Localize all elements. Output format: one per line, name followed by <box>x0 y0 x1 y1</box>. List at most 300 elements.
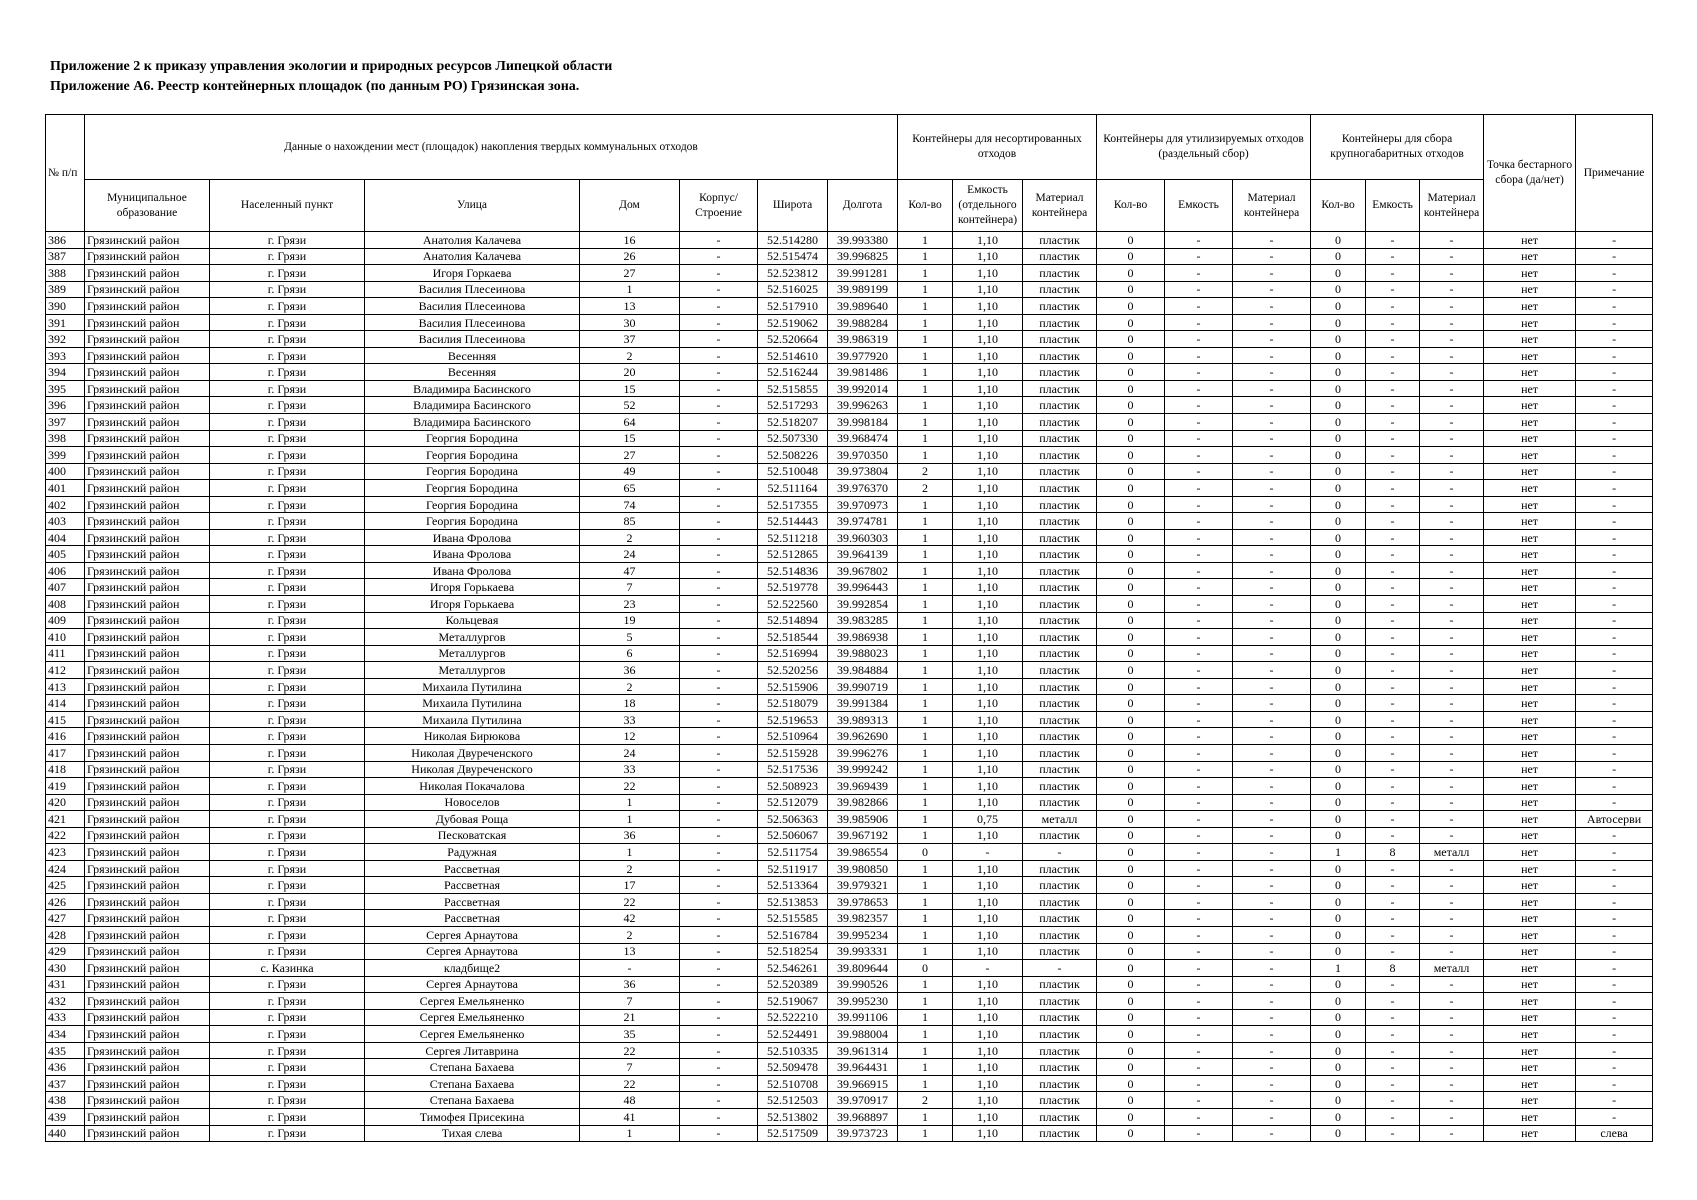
cell-unsorted-material: пластик <box>1023 1026 1097 1043</box>
cell-recycle-count: 0 <box>1097 943 1165 960</box>
cell-street: Ивана Фролова <box>365 562 580 579</box>
cell-bulky-material: - <box>1420 943 1484 960</box>
cell-recycle-count: 0 <box>1097 778 1165 795</box>
cell-bulky-capacity: - <box>1366 463 1420 480</box>
cell-bagless: нет <box>1484 298 1576 315</box>
table-row <box>46 976 1653 993</box>
cell-municipality: Грязинский район <box>85 414 210 431</box>
cell-lat: 52.515906 <box>758 678 828 695</box>
cell-municipality: Грязинский район <box>85 232 210 249</box>
table-row <box>46 496 1653 513</box>
cell-building: - <box>680 877 758 894</box>
cell-municipality: Грязинский район <box>85 447 210 464</box>
cell-unsorted-capacity: 1,10 <box>953 778 1023 795</box>
col-lat: Широта <box>758 180 828 232</box>
cell-house: 24 <box>580 744 680 761</box>
cell-municipality: Грязинский район <box>85 827 210 844</box>
cell-unsorted-count: 1 <box>898 529 953 546</box>
cell-lat: 52.546261 <box>758 960 828 977</box>
cell-municipality: Грязинский район <box>85 1042 210 1059</box>
cell-building: - <box>680 1125 758 1142</box>
cell-unsorted-capacity: 1,10 <box>953 612 1023 629</box>
cell-building: - <box>680 695 758 712</box>
cell-lat: 52.515585 <box>758 910 828 927</box>
cell-num: 435 <box>46 1042 85 1059</box>
cell-lat: 52.510048 <box>758 463 828 480</box>
cell-settlement: г. Грязи <box>210 1042 365 1059</box>
cell-recycle-material: - <box>1233 414 1311 431</box>
cell-unsorted-capacity: 1,10 <box>953 827 1023 844</box>
cell-unsorted-count: 1 <box>898 794 953 811</box>
cell-house: 15 <box>580 380 680 397</box>
cell-recycle-count: 0 <box>1097 993 1165 1010</box>
cell-municipality: Грязинский район <box>85 265 210 282</box>
cell-house: 2 <box>580 678 680 695</box>
cell-settlement: г. Грязи <box>210 430 365 447</box>
cell-municipality: Грязинский район <box>85 298 210 315</box>
cell-bulky-count: 0 <box>1311 645 1366 662</box>
cell-recycle-capacity: - <box>1165 347 1233 364</box>
table-row <box>46 794 1653 811</box>
cell-unsorted-capacity: 1,10 <box>953 430 1023 447</box>
cell-note: - <box>1576 265 1653 282</box>
cell-lat: 52.520389 <box>758 976 828 993</box>
cell-settlement: г. Грязи <box>210 645 365 662</box>
cell-recycle-count: 0 <box>1097 364 1165 381</box>
cell-recycle-material: - <box>1233 662 1311 679</box>
cell-note: - <box>1576 463 1653 480</box>
cell-bulky-capacity: - <box>1366 546 1420 563</box>
cell-settlement: г. Грязи <box>210 265 365 282</box>
cell-unsorted-material: пластик <box>1023 397 1097 414</box>
cell-bulky-material: - <box>1420 232 1484 249</box>
cell-num: 412 <box>46 662 85 679</box>
cell-street: Михаила Путилина <box>365 711 580 728</box>
cell-lat: 52.512503 <box>758 1092 828 1109</box>
cell-lon: 39.993331 <box>828 943 898 960</box>
cell-lon: 39.990526 <box>828 976 898 993</box>
cell-note: - <box>1576 612 1653 629</box>
cell-building: - <box>680 347 758 364</box>
cell-recycle-capacity: - <box>1165 1042 1233 1059</box>
cell-recycle-capacity: - <box>1165 529 1233 546</box>
cell-unsorted-count: 1 <box>898 1042 953 1059</box>
cell-bulky-material: - <box>1420 629 1484 646</box>
cell-unsorted-material: пластик <box>1023 331 1097 348</box>
cell-unsorted-material: пластик <box>1023 496 1097 513</box>
cell-note: - <box>1576 1026 1653 1043</box>
cell-recycle-material: - <box>1233 1026 1311 1043</box>
cell-num: 403 <box>46 513 85 530</box>
table-row <box>46 728 1653 745</box>
cell-note: - <box>1576 513 1653 530</box>
cell-lon: 39.986554 <box>828 844 898 861</box>
cell-recycle-count: 0 <box>1097 579 1165 596</box>
cell-note: - <box>1576 877 1653 894</box>
cell-street: Василия Плесеинова <box>365 281 580 298</box>
cell-recycle-count: 0 <box>1097 1026 1165 1043</box>
cell-lat: 52.513853 <box>758 893 828 910</box>
cell-house: 65 <box>580 480 680 497</box>
cell-bulky-material: - <box>1420 281 1484 298</box>
cell-num: 423 <box>46 844 85 861</box>
cell-bagless: нет <box>1484 728 1576 745</box>
cell-municipality: Грязинский район <box>85 380 210 397</box>
cell-lat: 52.516784 <box>758 926 828 943</box>
cell-unsorted-count: 1 <box>898 695 953 712</box>
cell-settlement: г. Грязи <box>210 546 365 563</box>
cell-bulky-capacity: - <box>1366 281 1420 298</box>
cell-unsorted-material: пластик <box>1023 248 1097 265</box>
cell-bulky-count: 0 <box>1311 513 1366 530</box>
table-row <box>46 463 1653 480</box>
cell-street: Весенняя <box>365 347 580 364</box>
cell-bagless: нет <box>1484 893 1576 910</box>
table-row <box>46 480 1653 497</box>
cell-recycle-capacity: - <box>1165 364 1233 381</box>
cell-bulky-count: 0 <box>1311 910 1366 927</box>
cell-building: - <box>680 893 758 910</box>
cell-unsorted-capacity: 1,10 <box>953 513 1023 530</box>
cell-street: Георгия Бородина <box>365 496 580 513</box>
cell-lat: 52.517355 <box>758 496 828 513</box>
table-row <box>46 380 1653 397</box>
cell-bulky-capacity: - <box>1366 645 1420 662</box>
cell-lat: 52.514836 <box>758 562 828 579</box>
cell-lon: 39.986938 <box>828 629 898 646</box>
cell-house: 15 <box>580 430 680 447</box>
cell-recycle-count: 0 <box>1097 910 1165 927</box>
cell-unsorted-material: пластик <box>1023 993 1097 1010</box>
cell-recycle-count: 0 <box>1097 612 1165 629</box>
cell-bulky-material: - <box>1420 811 1484 828</box>
cell-bulky-capacity: - <box>1366 662 1420 679</box>
cell-note: - <box>1576 596 1653 613</box>
cell-house: - <box>580 960 680 977</box>
cell-lon: 39.967192 <box>828 827 898 844</box>
cell-house: 6 <box>580 645 680 662</box>
cell-street: Сергея Арнаутова <box>365 926 580 943</box>
cell-municipality: Грязинский район <box>85 1075 210 1092</box>
cell-note: - <box>1576 1092 1653 1109</box>
cell-municipality: Грязинский район <box>85 662 210 679</box>
cell-bulky-material: - <box>1420 513 1484 530</box>
cell-unsorted-count: 1 <box>898 662 953 679</box>
table-row <box>46 596 1653 613</box>
cell-house: 1 <box>580 794 680 811</box>
cell-note: - <box>1576 248 1653 265</box>
cell-recycle-material: - <box>1233 811 1311 828</box>
cell-bulky-capacity: - <box>1366 993 1420 1010</box>
cell-num: 425 <box>46 877 85 894</box>
cell-building: - <box>680 744 758 761</box>
cell-building: - <box>680 596 758 613</box>
table-row <box>46 662 1653 679</box>
table-row <box>46 811 1653 828</box>
cell-municipality: Грязинский район <box>85 943 210 960</box>
cell-bagless: нет <box>1484 794 1576 811</box>
cell-building: - <box>680 397 758 414</box>
cell-house: 2 <box>580 926 680 943</box>
cell-note: - <box>1576 778 1653 795</box>
cell-bulky-count: 0 <box>1311 1059 1366 1076</box>
cell-recycle-material: - <box>1233 1059 1311 1076</box>
cell-lon: 39.966915 <box>828 1075 898 1092</box>
cell-recycle-capacity: - <box>1165 1125 1233 1142</box>
cell-municipality: Грязинский район <box>85 678 210 695</box>
cell-bulky-capacity: - <box>1366 414 1420 431</box>
cell-lat: 52.508226 <box>758 447 828 464</box>
cell-lat: 52.520664 <box>758 331 828 348</box>
cell-house: 36 <box>580 662 680 679</box>
table-row <box>46 447 1653 464</box>
cell-municipality: Грязинский район <box>85 1125 210 1142</box>
cell-unsorted-count: 1 <box>898 1108 953 1125</box>
table-row <box>46 844 1653 861</box>
cell-note: - <box>1576 761 1653 778</box>
cell-street: Василия Плесеинова <box>365 314 580 331</box>
cell-bagless: нет <box>1484 380 1576 397</box>
cell-building: - <box>680 1059 758 1076</box>
cell-settlement: г. Грязи <box>210 728 365 745</box>
cell-building: - <box>680 414 758 431</box>
cell-bagless: нет <box>1484 645 1576 662</box>
table-row <box>46 1108 1653 1125</box>
cell-recycle-material: - <box>1233 447 1311 464</box>
cell-building: - <box>680 463 758 480</box>
cell-recycle-count: 0 <box>1097 827 1165 844</box>
cell-bagless: нет <box>1484 910 1576 927</box>
cell-street: Рассветная <box>365 893 580 910</box>
cell-note: - <box>1576 728 1653 745</box>
cell-unsorted-material: пластик <box>1023 414 1097 431</box>
cell-house: 37 <box>580 331 680 348</box>
cell-bulky-count: 0 <box>1311 331 1366 348</box>
table-row <box>46 877 1653 894</box>
cell-street: Георгия Бородина <box>365 447 580 464</box>
cell-bagless: нет <box>1484 976 1576 993</box>
cell-bulky-count: 0 <box>1311 298 1366 315</box>
cell-unsorted-capacity: 1,10 <box>953 976 1023 993</box>
cell-municipality: Грязинский район <box>85 1092 210 1109</box>
table-row <box>46 943 1653 960</box>
cell-unsorted-capacity: 1,10 <box>953 546 1023 563</box>
cell-note: - <box>1576 976 1653 993</box>
cell-num: 417 <box>46 744 85 761</box>
cell-recycle-material: - <box>1233 960 1311 977</box>
cell-bagless: нет <box>1484 579 1576 596</box>
cell-num: 427 <box>46 910 85 927</box>
table-row <box>46 1059 1653 1076</box>
cell-bulky-count: 0 <box>1311 447 1366 464</box>
cell-unsorted-material: пластик <box>1023 281 1097 298</box>
cell-recycle-material: - <box>1233 397 1311 414</box>
cell-bulky-count: 0 <box>1311 1108 1366 1125</box>
cell-bulky-count: 0 <box>1311 893 1366 910</box>
table-row <box>46 529 1653 546</box>
cell-bagless: нет <box>1484 1108 1576 1125</box>
cell-municipality: Грязинский район <box>85 910 210 927</box>
cell-recycle-capacity: - <box>1165 579 1233 596</box>
cell-recycle-material: - <box>1233 695 1311 712</box>
cell-unsorted-capacity: 1,10 <box>953 1108 1023 1125</box>
cell-recycle-material: - <box>1233 364 1311 381</box>
cell-recycle-count: 0 <box>1097 397 1165 414</box>
cell-recycle-capacity: - <box>1165 893 1233 910</box>
cell-lon: 39.996443 <box>828 579 898 596</box>
cell-bulky-count: 0 <box>1311 662 1366 679</box>
cell-recycle-capacity: - <box>1165 860 1233 877</box>
cell-recycle-capacity: - <box>1165 678 1233 695</box>
col-recycle-count: Кол-во <box>1097 180 1165 232</box>
cell-bagless: нет <box>1484 711 1576 728</box>
cell-house: 23 <box>580 596 680 613</box>
cell-building: - <box>680 579 758 596</box>
cell-bulky-count: 0 <box>1311 380 1366 397</box>
cell-note: - <box>1576 1075 1653 1092</box>
cell-municipality: Грязинский район <box>85 860 210 877</box>
cell-municipality: Грязинский район <box>85 579 210 596</box>
cell-bulky-count: 1 <box>1311 844 1366 861</box>
cell-recycle-capacity: - <box>1165 794 1233 811</box>
cell-bagless: нет <box>1484 281 1576 298</box>
cell-unsorted-material: пластик <box>1023 612 1097 629</box>
cell-recycle-count: 0 <box>1097 1108 1165 1125</box>
cell-unsorted-count: 1 <box>898 265 953 282</box>
cell-unsorted-capacity: 1,10 <box>953 579 1023 596</box>
cell-unsorted-count: 1 <box>898 910 953 927</box>
cell-street: Сергея Емельяненко <box>365 1009 580 1026</box>
cell-recycle-count: 0 <box>1097 1075 1165 1092</box>
cell-lat: 52.507330 <box>758 430 828 447</box>
cell-unsorted-count: 1 <box>898 943 953 960</box>
cell-settlement: г. Грязи <box>210 877 365 894</box>
cell-recycle-material: - <box>1233 248 1311 265</box>
cell-note: - <box>1576 645 1653 662</box>
cell-recycle-material: - <box>1233 711 1311 728</box>
cell-num: 404 <box>46 529 85 546</box>
cell-lat: 52.519778 <box>758 579 828 596</box>
cell-bulky-count: 0 <box>1311 993 1366 1010</box>
cell-lon: 39.970973 <box>828 496 898 513</box>
cell-unsorted-count: 1 <box>898 711 953 728</box>
cell-recycle-capacity: - <box>1165 811 1233 828</box>
cell-recycle-count: 0 <box>1097 331 1165 348</box>
cell-street: Новоселов <box>365 794 580 811</box>
cell-street: Тихая слева <box>365 1125 580 1142</box>
cell-bulky-material: - <box>1420 397 1484 414</box>
cell-street: Анатолия Калачева <box>365 248 580 265</box>
table-row <box>46 910 1653 927</box>
cell-bulky-material: - <box>1420 347 1484 364</box>
cell-street: Георгия Бородина <box>365 513 580 530</box>
cell-municipality: Грязинский район <box>85 430 210 447</box>
col-note: Примечание <box>1576 115 1653 232</box>
cell-recycle-material: - <box>1233 430 1311 447</box>
cell-recycle-material: - <box>1233 728 1311 745</box>
cell-recycle-material: - <box>1233 480 1311 497</box>
cell-recycle-capacity: - <box>1165 993 1233 1010</box>
cell-num: 420 <box>46 794 85 811</box>
cell-bagless: нет <box>1484 513 1576 530</box>
cell-house: 27 <box>580 447 680 464</box>
cell-note: - <box>1576 744 1653 761</box>
cell-bagless: нет <box>1484 678 1576 695</box>
cell-bagless: нет <box>1484 529 1576 546</box>
cell-bulky-count: 0 <box>1311 860 1366 877</box>
cell-house: 21 <box>580 1009 680 1026</box>
cell-street: Песковатская <box>365 827 580 844</box>
cell-street: Рассветная <box>365 910 580 927</box>
cell-recycle-count: 0 <box>1097 347 1165 364</box>
cell-lat: 52.514610 <box>758 347 828 364</box>
cell-building: - <box>680 1075 758 1092</box>
cell-building: - <box>680 1092 758 1109</box>
cell-bulky-count: 1 <box>1311 960 1366 977</box>
cell-recycle-count: 0 <box>1097 430 1165 447</box>
cell-lon: 39.996263 <box>828 397 898 414</box>
cell-municipality: Грязинский район <box>85 893 210 910</box>
cell-bulky-count: 0 <box>1311 281 1366 298</box>
cell-settlement: г. Грязи <box>210 529 365 546</box>
cell-num: 439 <box>46 1108 85 1125</box>
cell-municipality: Грязинский район <box>85 529 210 546</box>
cell-building: - <box>680 1009 758 1026</box>
col-settlement: Населенный пункт <box>210 180 365 232</box>
cell-recycle-capacity: - <box>1165 562 1233 579</box>
cell-recycle-material: - <box>1233 761 1311 778</box>
cell-bulky-capacity: - <box>1366 794 1420 811</box>
cell-bulky-material: - <box>1420 1042 1484 1059</box>
cell-lat: 52.516025 <box>758 281 828 298</box>
cell-unsorted-capacity: 1,10 <box>953 695 1023 712</box>
cell-bagless: нет <box>1484 314 1576 331</box>
cell-bulky-capacity: 8 <box>1366 844 1420 861</box>
cell-recycle-material: - <box>1233 794 1311 811</box>
cell-unsorted-capacity: 1,10 <box>953 314 1023 331</box>
table-row <box>46 678 1653 695</box>
cell-note: - <box>1576 331 1653 348</box>
cell-building: - <box>680 298 758 315</box>
cell-unsorted-capacity: 1,10 <box>953 662 1023 679</box>
cell-unsorted-count: 2 <box>898 1092 953 1109</box>
cell-num: 430 <box>46 960 85 977</box>
cell-street: Георгия Бородина <box>365 480 580 497</box>
cell-lon: 39.809644 <box>828 960 898 977</box>
cell-municipality: Грязинский район <box>85 728 210 745</box>
cell-note: - <box>1576 1009 1653 1026</box>
cell-unsorted-material: пластик <box>1023 364 1097 381</box>
table-row <box>46 993 1653 1010</box>
cell-settlement: г. Грязи <box>210 281 365 298</box>
cell-num: 397 <box>46 414 85 431</box>
cell-unsorted-material: пластик <box>1023 232 1097 249</box>
cell-bulky-capacity: - <box>1366 1026 1420 1043</box>
cell-settlement: г. Грязи <box>210 761 365 778</box>
cell-bagless: нет <box>1484 232 1576 249</box>
cell-recycle-material: - <box>1233 546 1311 563</box>
cell-unsorted-material: пластик <box>1023 744 1097 761</box>
cell-recycle-material: - <box>1233 496 1311 513</box>
cell-bulky-material: - <box>1420 1075 1484 1092</box>
cell-recycle-capacity: - <box>1165 910 1233 927</box>
cell-num: 438 <box>46 1092 85 1109</box>
cell-note: - <box>1576 860 1653 877</box>
cell-unsorted-capacity: 1,10 <box>953 761 1023 778</box>
cell-recycle-capacity: - <box>1165 1009 1233 1026</box>
cell-bulky-count: 0 <box>1311 1092 1366 1109</box>
cell-lat: 52.513364 <box>758 877 828 894</box>
